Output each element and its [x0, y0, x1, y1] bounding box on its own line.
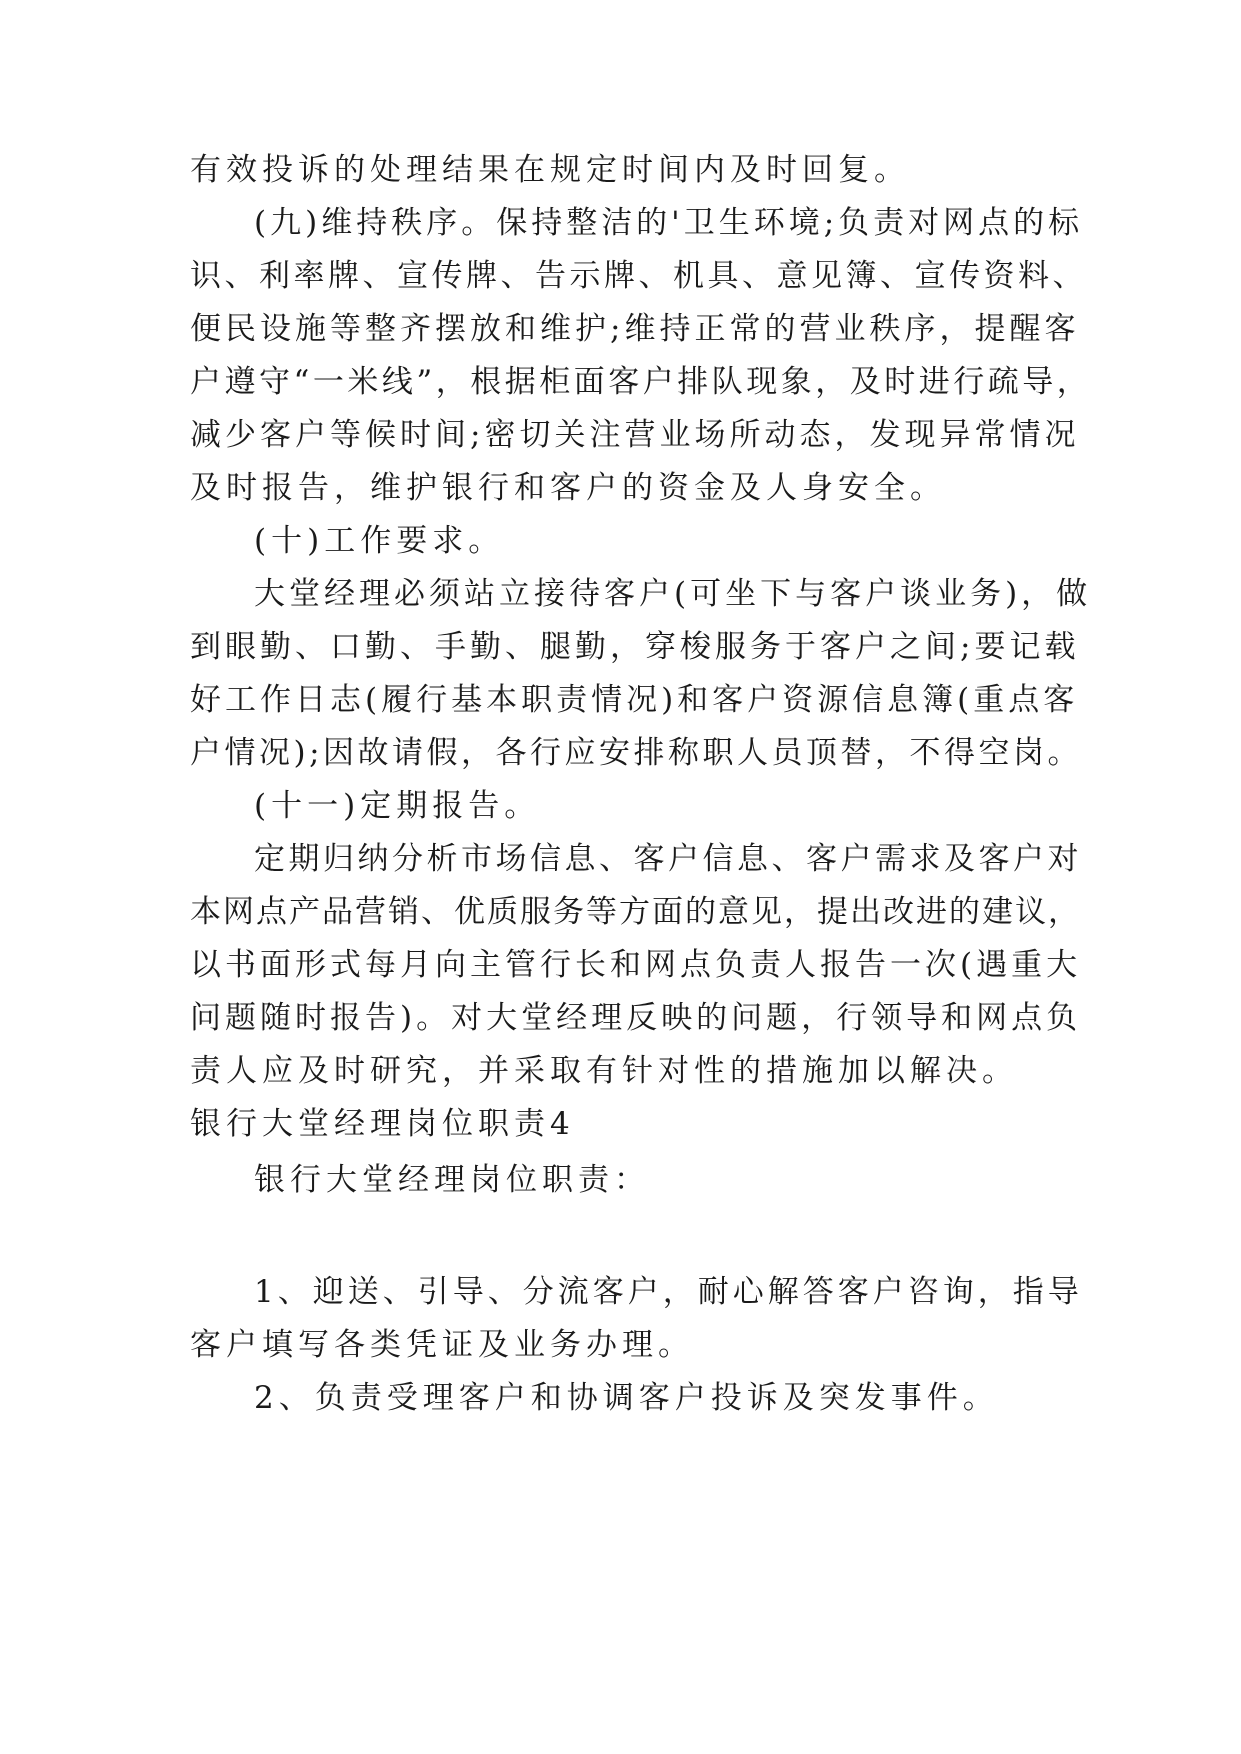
text-line: 到眼勤、口勤、手勤、腿勤，穿梭服务于客户之间;要记载	[190, 629, 1080, 665]
text-line: (十)工作要求。	[254, 523, 505, 559]
text-line: 本网点产品营销、优质服务等方面的意见，提出改进的建议，	[190, 894, 1081, 930]
text-line: 客户填写各类凭证及业务办理。	[190, 1327, 694, 1363]
text-line: 有效投诉的处理结果在规定时间内及时回复。	[190, 152, 910, 188]
list-item: 1、迎送、引导、分流客户，耐心解答客户咨询，指导	[254, 1274, 1083, 1310]
text-line: 及时报告，维护银行和客户的资金及人身安全。	[190, 470, 946, 506]
text-line: (九)维持秩序。保持整洁的'卫生环境;负责对网点的标	[254, 205, 1084, 241]
text-line: 问题随时报告)。对大堂经理反映的问题，行领导和网点负	[190, 1000, 1082, 1036]
section-heading: 银行大堂经理岗位职责4	[190, 1106, 575, 1142]
text-line: 银行大堂经理岗位职责：	[254, 1162, 650, 1198]
text-line: 便民设施等整齐摆放和维护;维持正常的营业秩序，提醒客	[190, 311, 1080, 347]
text-line: 减少客户等候时间;密切关注营业场所动态，发现异常情况	[190, 417, 1080, 453]
text-line: 识、利率牌、宣传牌、告示牌、机具、意见簿、宣传资料、	[190, 258, 1087, 294]
text-line: 以书面形式每月向主管行长和网点负责人报告一次(遇重大	[190, 947, 1082, 983]
text-line: 户遵守“一米线”，根据柜面客户排队现象，及时进行疏导，	[190, 364, 1092, 400]
text-line: 户情况);因故请假，各行应安排称职人员顶替，不得空岗。	[190, 735, 1083, 771]
text-line: 大堂经理必须站立接待客户(可坐下与客户谈业务)，做	[254, 576, 1092, 612]
text-line: 好工作日志(履行基本职责情况)和客户资源信息簿(重点客	[190, 682, 1079, 718]
text-line: 定期归纳分析市场信息、客户信息、客户需求及客户对	[254, 841, 1082, 877]
text-line: 责人应及时研究，并采取有针对性的措施加以解决。	[190, 1053, 1018, 1089]
text-line: (十一)定期报告。	[254, 788, 541, 824]
list-item: 2、负责受理客户和协调客户投诉及突发事件。	[254, 1380, 999, 1416]
